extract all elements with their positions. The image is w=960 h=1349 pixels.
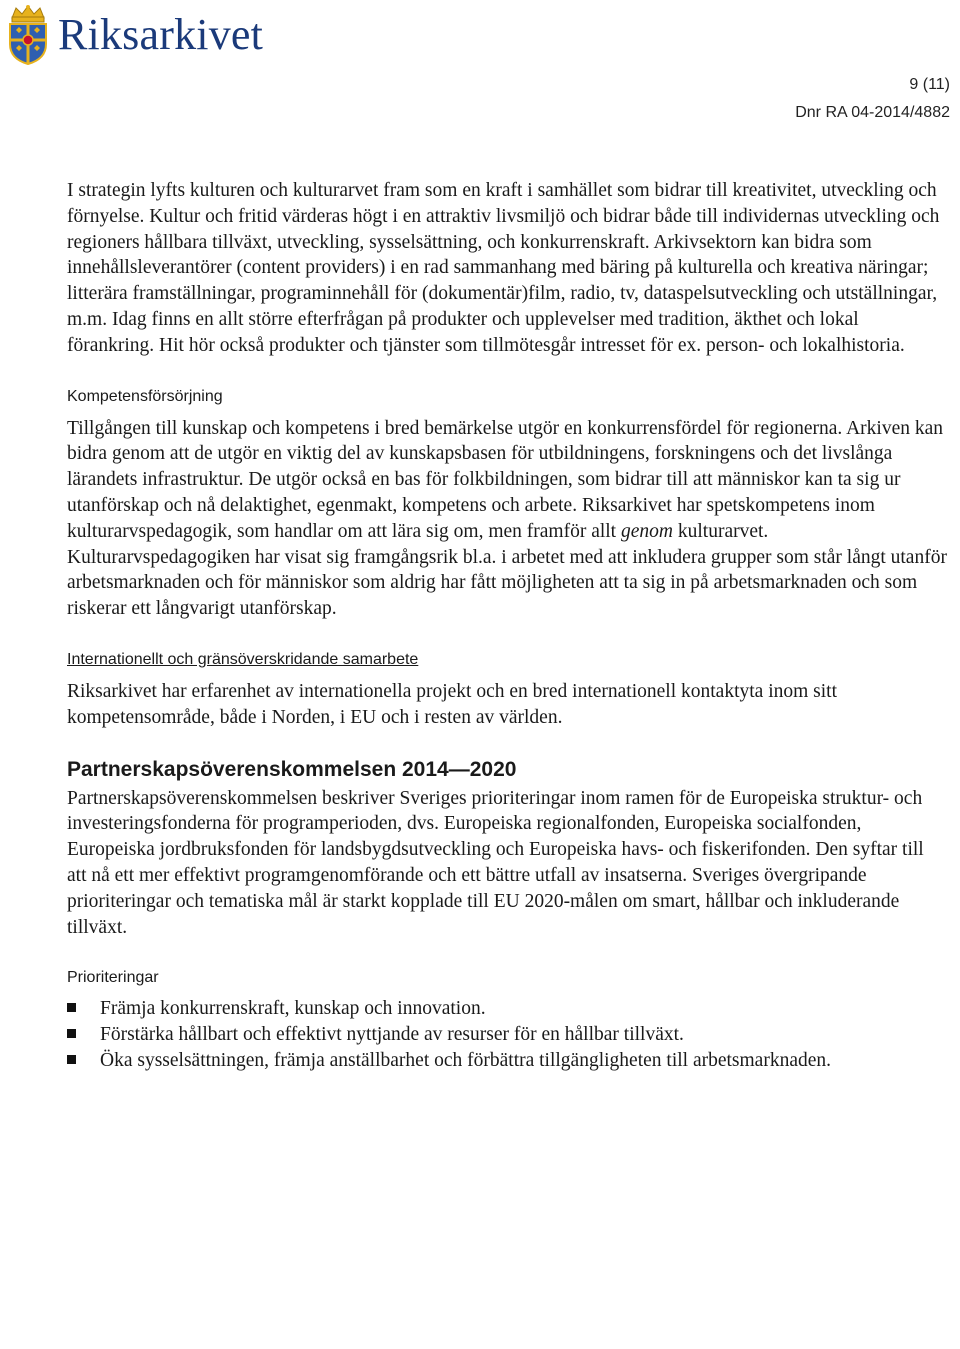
- heading-kompetensforsorjning: Kompetensförsörjning: [67, 387, 223, 405]
- coat-of-arms-icon: [6, 4, 50, 66]
- paragraph-partnerskap: Partnerskapsöverenskommelsen beskriver Sveriges prioriteringar inom ramen för de Europeiska struktur- och investeringsfonderna för programperioden, dvs. Europeiska regionalfonden, Europeiska socialfonden, Europeiska jordbruksfonden för landsbygdsutveckling och Europeiska havs- och fiskerifonden. Den syftar till att nå ett mer effektivt programgenomförande och ett bättre utfall av insatserna. Sveriges övergripande prioriteringar och tematiska mål är starkt kopplade till EU 2020-målen om smart, hållbar och inkluderande tillväxt.: [67, 787, 924, 938]
- list-item: Öka sysselsättningen, främja anställbarhet och förbättra tillgängligheten till arbetsmarknaden.: [67, 1048, 947, 1074]
- document-body: [67, 178, 947, 1074]
- paragraph-kultur: I strategin lyfts kulturen och kulturarvet fram som en kraft i samhället som bidrar till kreativitet, utveckling och förnyelse. Kultur och fritid värderas högt i en attraktiv livsmiljö och bidrar både till individernas utveckling och regioners hållbara tillväxt, utveckling, sysselsättning, och konkurrenskraft. Arkivsektorn kan bidra som innehållsleverantörer (content providers) i en rad sammanhang med bäring på kulturella och kreativa näringar; litterära framställningar, programinnehåll för (dokumentär)film, radio, tv, dataspelsutveckling och utställningar, m.m. Idag finns en allt större efterfrågan på produkter och upplevelser med tradition, äkthet och lokal förankring. Hit hör också produkter och tjänster som tillmötesgår intresset för ex. person- och lokalhistoria.: [67, 180, 940, 356]
- square-bullet-icon: [67, 1003, 76, 1012]
- paragraph-internationellt: Riksarkivet har erfarenhet av internationella projekt och en bred internationell kontaktyta inom sitt kompetensområde, både i Norden, i EU och i resten av världen.: [67, 680, 837, 728]
- priority-list: [67, 996, 947, 1073]
- square-bullet-icon: [67, 1055, 76, 1064]
- paragraph-kompetens: [67, 416, 947, 622]
- heading-partnerskap: Partnerskapsöverenskommelsen 2014—2020: [67, 757, 517, 781]
- header-logo: [6, 4, 263, 66]
- square-bullet-icon: [67, 1029, 76, 1038]
- logo-text: Riksarkivet: [58, 10, 264, 59]
- page-number: 9 (11): [909, 76, 950, 93]
- paragraph-kompetens-part1: Tillgången till kunskap och kompetens i bred bemärkelse utgör en konkurrensfördel för regionerna. Arkiven kan bidra genom att de utgör en viktig del av kunskapsbasen för utbildningens, forskningens och det livslånga lärandets infrastruktur. De utgör också en bas för folkbildningen, som bidrar till att människor kan ta sig ur utanförskap och nå delaktighet, egenmakt, kompetens och arbete. Riksarkivet har spetskompetens inom kulturarvspedagogik, som handlar om att lära sig om, men framför allt: [67, 417, 944, 542]
- emphasis-genom: genom: [620, 520, 673, 542]
- list-item: Förstärka hållbart och effektivt nyttjande av resurser för en hållbar tillväxt.: [67, 1022, 947, 1048]
- paragraph-kompetens-part2: kulturarvet. Kulturarvspedagogiken har visat sig framgångsrik bl.a. i arbetet med att inkludera grupper som står långt utanför arbetsmarknaden och för människor som aldrig har fått möjligheten att ta sig in på arbetsmarknaden och som riskerar ett långvarigt utanförskap.: [67, 520, 947, 620]
- heading-internationellt: Internationellt och gränsöverskridande samarbete: [67, 650, 419, 668]
- document-reference: Dnr RA 04-2014/4882: [795, 104, 950, 121]
- list-item: Främja konkurrenskraft, kunskap och innovation.: [67, 996, 947, 1022]
- heading-prioriteringar: Prioriteringar: [67, 969, 159, 987]
